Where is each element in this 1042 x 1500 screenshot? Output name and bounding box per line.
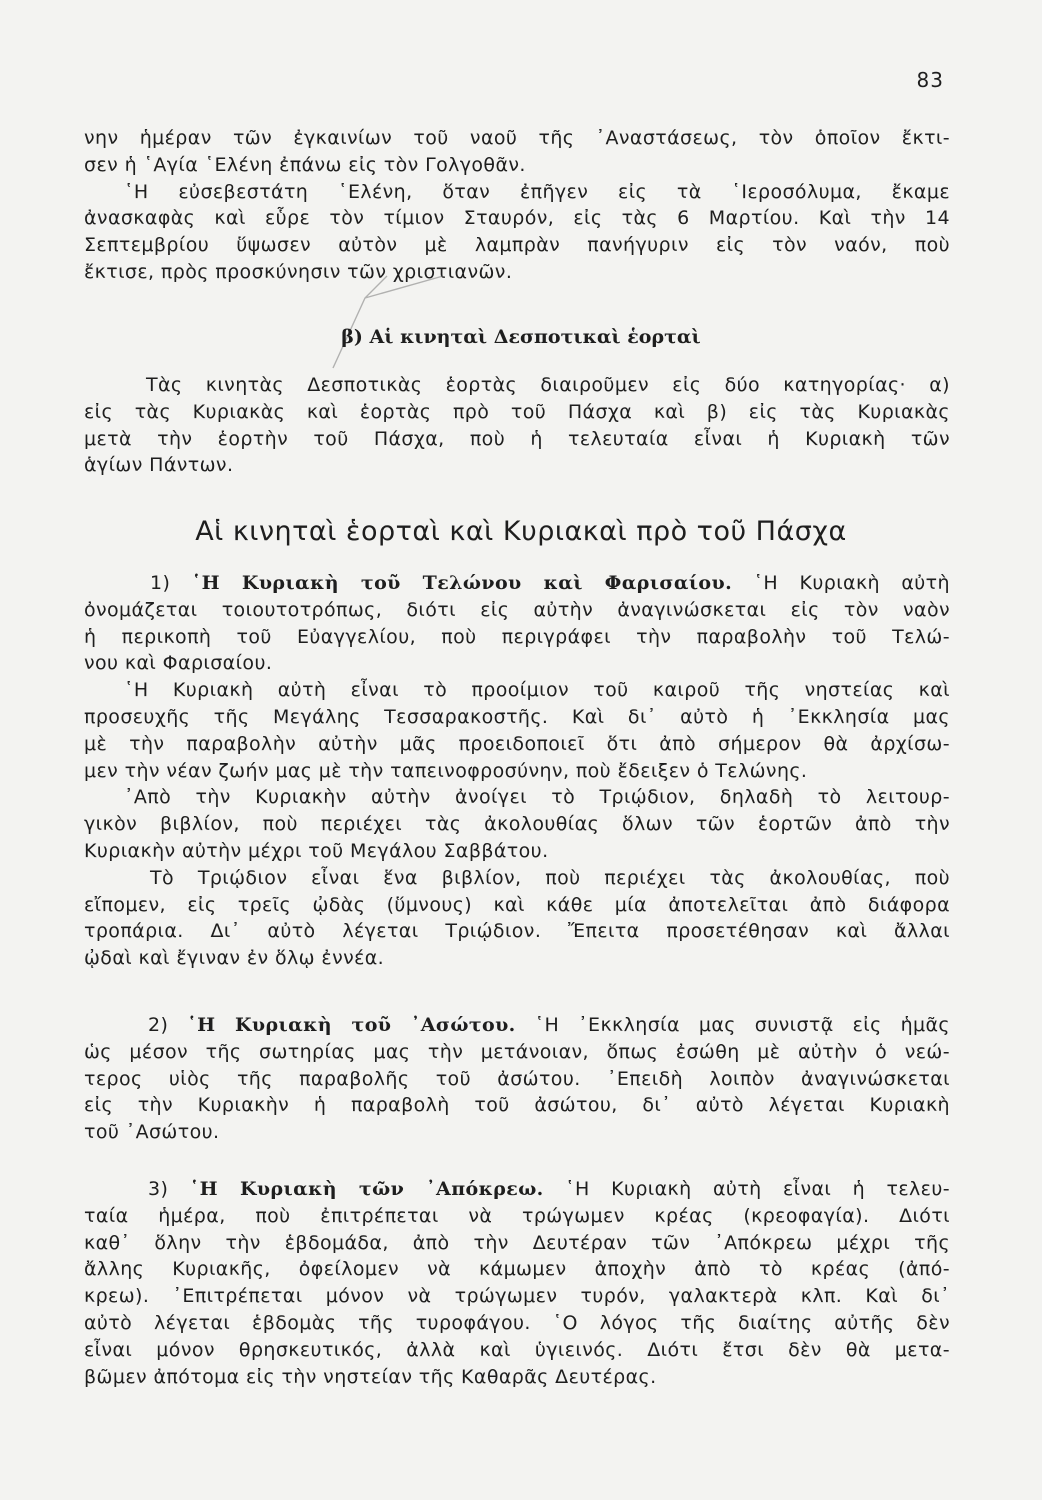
sunday-3-section <box>84 1176 950 1390</box>
section-title: Αἱ κινηταὶ ἑορταὶ καὶ Κυριακαὶ πρὸ τοῦ Πάσχα <box>195 516 847 547</box>
text-line: γικὸν βιβλίον, ποὺ περιέχει τὰς ἀκολουθίας ὅλων τῶν ἑορτῶν ἀπὸ τὴν <box>84 813 950 836</box>
text-run: ῾Η Κυριακὴ αὐτὴ <box>753 572 950 594</box>
sunday-3-heading-line <box>84 1176 950 1203</box>
sunday-1-heading: ῾Η Κυριακὴ τοῦ Τελώνου καὶ Φαρισαίου. <box>191 572 733 594</box>
text-line: μετὰ τὴν ἑορτὴν τοῦ Πάσχα, ποὺ ἡ τελευταία εἶναι ἡ Κυριακὴ τῶν <box>84 427 950 450</box>
text-line: Σεπτεμβρίου ὕψωσεν αὐτὸν μὲ λαμπρὰν πανήγυριν εἰς τὸν ναόν, ποὺ <box>84 234 950 257</box>
text-line: ῾Η εὐσεβεστάτη ῾Ελένη, ὅταν ἐπῆγεν εἰς τὰ ῾Ιεροσόλυμα, ἔκαμε <box>124 180 950 203</box>
text-line: μεν τὴν νέαν ζωήν μας μὲ τὴν ταπεινοφροσύνην, ποὺ ἔδειξεν ὁ Τελώνης. <box>84 759 808 782</box>
text-line: εἰς τὰς Κυριακὰς καὶ ἑορτὰς πρὸ τοῦ Πάσχα καὶ β) εἰς τὰς Κυριακὰς <box>84 400 950 423</box>
text-line: τροπάρια. Δι᾿ αὐτὸ λέγεται Τριῴδιον. Ἔπειτα προσετέθησαν καὶ ἄλλαι <box>84 920 950 943</box>
text-line: ὡς μέσον τῆς σωτηρίας μας τὴν μετάνοιαν, ὅπως ἐσώθη μὲ αὐτὴν ὁ νεώ- <box>84 1040 950 1063</box>
text-line: τοῦ ᾿Ασώτου. <box>84 1121 220 1144</box>
subheading: β) Αἱ κινηταὶ Δεσποτικαὶ ἑορταὶ <box>341 326 701 348</box>
sunday-2-heading-line <box>84 1012 950 1039</box>
text-line: σεν ἡ ῾Αγία ῾Ελένη ἐπάνω εἰς τὸν Γολγοθᾶν. <box>84 153 526 176</box>
sunday-2-heading: ῾Η Κυριακὴ τοῦ ᾿Ασώτου. <box>187 1014 516 1036</box>
sunday-1-heading-line <box>84 570 950 597</box>
text-line: μὲ τὴν παραβολὴν αὐτὴν μᾶς προειδοποιεῖ ὅτι ἀπὸ σήμερον θὰ ἀρχίσω- <box>84 732 950 755</box>
text-line: προσευχῆς τῆς Μεγάλης Τεσσαρακοστῆς. Καὶ δι᾿ αὐτὸ ἡ ᾿Εκκλησία μας <box>84 705 950 728</box>
text-line: ῾Η Κυριακὴ αὐτὴ εἶναι τὸ προοίμιον τοῦ καιροῦ τῆς νηστείας καὶ <box>124 679 950 702</box>
text-line: ταία ἡμέρα, ποὺ ἐπιτρέπεται νὰ τρώγωμεν κρέας (κρεοφαγία). Διότι <box>84 1204 950 1227</box>
sunday-3-heading: ῾Η Κυριακὴ τῶν ᾿Απόκρεω. <box>189 1178 544 1200</box>
text-line: ἄλλης Κυριακῆς, ὀφείλομεν νὰ κάμωμεν ἀποχὴν ἀπὸ τὸ κρέας (ἀπό- <box>84 1258 950 1281</box>
text-line: Τὸ Τριῴδιον εἶναι ἕνα βιβλίον, ποὺ περιέχει τὰς ἀκολουθίας, ποὺ <box>150 866 950 889</box>
sunday-1-section <box>84 570 950 972</box>
text-line: ἀνασκαφὰς καὶ εὗρε τὸν τίμιον Σταυρόν, εἰς τὰς 6 Μαρτίου. Καὶ τὴν 14 <box>84 207 950 230</box>
movable-feasts-paragraph <box>84 372 950 479</box>
text-run: ῾Η Κυριακὴ αὐτὴ εἶναι ἡ τελευ- <box>565 1178 950 1200</box>
intro-paragraph <box>84 125 950 286</box>
text-line: Κυριακὴν αὐτὴν μέχρι τοῦ Μεγάλου Σαββάτου. <box>84 839 549 862</box>
text-line: ἡ περικοπὴ τοῦ Εὐαγγελίου, ποὺ περιγράφει τὴν παραβολὴν τοῦ Τελώ- <box>84 625 950 648</box>
text-line: ᾿Απὸ τὴν Κυριακὴν αὐτὴν ἀνοίγει τὸ Τριῴδιον, δηλαδὴ τὸ λειτουρ- <box>124 786 950 809</box>
item-number: 3) <box>148 1178 169 1200</box>
item-number: 1) <box>150 572 171 594</box>
text-line: Τὰς κινητὰς Δεσποτικὰς ἑορτὰς διαιροῦμεν εἰς δύο κατηγορίας· α) <box>146 374 950 396</box>
text-line: καθ᾿ ὅλην τὴν ἑβδομάδα, ἀπὸ τὴν Δευτέραν τῶν ᾿Απόκρεω μέχρι τῆς <box>84 1231 950 1254</box>
text-line: τερος υἱὸς τῆς παραβολῆς τοῦ ἀσώτου. ᾿Επειδὴ λοιπὸν ἀναγινώσκεται <box>84 1067 950 1090</box>
sunday-2-section <box>84 1012 950 1146</box>
text-line: αὐτὸ λέγεται ἑβδομὰς τῆς τυροφάγου. ῾Ο λόγος τῆς διαίτης αὐτῆς δὲν <box>84 1311 950 1334</box>
text-line: ᾠδαὶ καὶ ἔγιναν ἐν ὅλῳ ἐννέα. <box>84 947 385 970</box>
text-run: ῾Η ᾿Εκκλησία μας συνιστᾷ εἰς ἡμᾶς <box>534 1014 950 1036</box>
text-line: βῶμεν ἀπότομα εἰς τὴν νηστείαν τῆς Καθαρᾶς Δευτέρας. <box>84 1365 657 1388</box>
text-line: εἴπομεν, εἰς τρεῖς ᾠδὰς (ὕμνους) καὶ κάθε μία ἀποτελεῖται ἀπὸ διάφορα <box>84 893 950 916</box>
text-line: εἶναι μόνον θρησκευτικός, ἀλλὰ καὶ ὑγιεινός. Διότι ἔτσι δὲν θὰ μετα- <box>84 1338 950 1361</box>
page-number: 83 <box>916 68 944 92</box>
text-line: ὀνομάζεται τοιουτοτρόπως, διότι εἰς αὐτὴν ἀναγινώσκεται εἰς τὸν ναὸν <box>84 598 950 621</box>
text-line: νην ἡμέραν τῶν ἐγκαινίων τοῦ ναοῦ τῆς ᾿Αναστάσεως, τὸν ὁποῖον ἔκτι- <box>84 127 950 149</box>
text-line: εἰς τὴν Κυριακὴν ἡ παραβολὴ τοῦ ἀσώτου, δι᾿ αὐτὸ λέγεται Κυριακὴ <box>84 1094 950 1117</box>
item-number: 2) <box>148 1014 169 1036</box>
text-line: ἁγίων Πάντων. <box>84 454 234 477</box>
text-line: νου καὶ Φαρισαίου. <box>84 652 273 675</box>
text-line: κρεω). ᾿Επιτρέπεται μόνον νὰ τρώγωμεν τυρόν, γαλακτερὰ κλπ. Καὶ δι᾿ <box>84 1285 950 1308</box>
text-line: ἔκτισε, πρὸς προσκύνησιν τῶν χριστιανῶν. <box>84 260 513 283</box>
